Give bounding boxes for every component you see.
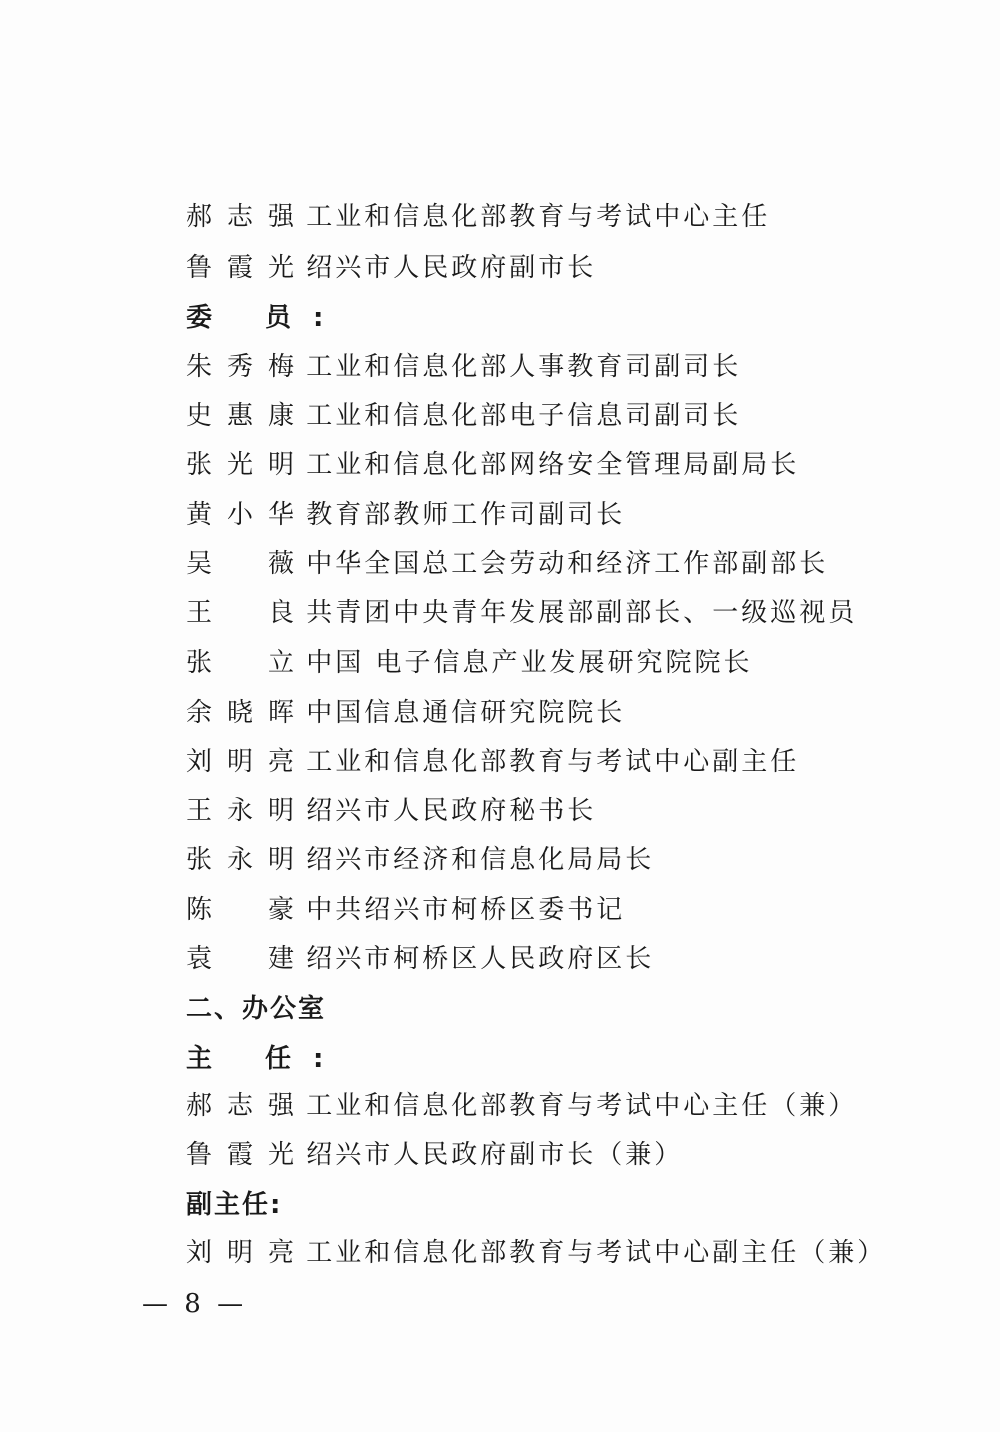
- person-title: 工业和信息化部教育与考试中心主任: [306, 202, 771, 232]
- page-number: — 8 —: [142, 1289, 248, 1319]
- person-name: 王永明: [186, 796, 296, 826]
- person-name: 张 立: [186, 648, 296, 678]
- section-heading: 二、办公室: [186, 994, 327, 1024]
- person-title: 工业和信息化部人事教育司副司长: [306, 352, 742, 382]
- list-item: [186, 197, 770, 237]
- person-name: 郝志强: [186, 1091, 296, 1121]
- person-title: 绍兴市柯桥区人民政府区长: [306, 944, 655, 974]
- person-title: 工业和信息化部网络安全管理局副局长: [306, 450, 800, 480]
- person-title: 绍兴市人民政府秘书长: [306, 796, 597, 826]
- list-item: [186, 643, 753, 683]
- person-title: 绍兴市人民政府副市长（兼）: [306, 1140, 684, 1170]
- list-item: [186, 791, 596, 831]
- person-name: 郝志强: [186, 202, 296, 232]
- person-title: 工业和信息化部教育与考试中心副主任（兼）: [306, 1238, 887, 1268]
- person-title: 中共绍兴市柯桥区委书记: [306, 895, 626, 925]
- list-item: [186, 693, 625, 733]
- person-name: 张永明: [186, 845, 296, 875]
- list-item: [186, 840, 654, 880]
- list-item: [186, 495, 625, 535]
- person-name: 陈 豪: [186, 895, 296, 925]
- list-item: [186, 445, 799, 485]
- list-item: [186, 593, 857, 633]
- list-item: [186, 1233, 886, 1273]
- list-item: [186, 1086, 857, 1126]
- list-item: [186, 248, 596, 288]
- person-name: 鲁霞光: [186, 1140, 296, 1170]
- deputy-heading: 副主任:: [186, 1190, 283, 1220]
- person-name: 鲁霞光: [186, 253, 296, 283]
- person-title: 中华全国总工会劳动和经济工作部副部长: [306, 549, 829, 579]
- person-title: 工业和信息化部电子信息司副司长: [306, 401, 742, 431]
- person-name: 张光明: [186, 450, 296, 480]
- person-name: 袁 建: [186, 944, 296, 974]
- list-item: [186, 1135, 683, 1175]
- list-item: [186, 396, 741, 436]
- list-item: [186, 347, 741, 387]
- list-item: [186, 544, 828, 584]
- person-name: 吴 薇: [186, 549, 296, 579]
- list-item: [186, 890, 625, 930]
- person-title: 绍兴市经济和信息化局局长: [306, 845, 655, 875]
- list-item: [186, 742, 799, 782]
- list-item: [186, 939, 654, 979]
- person-title: 工业和信息化部教育与考试中心副主任: [306, 747, 800, 777]
- person-title: 绍兴市人民政府副市长: [306, 253, 597, 283]
- members-heading: 委 员:: [186, 303, 346, 333]
- person-name: 史惠康: [186, 401, 296, 431]
- person-title: 中国信息通信研究院院长: [306, 698, 626, 728]
- person-name: 王 良: [186, 598, 296, 628]
- person-title: 中国 电子信息产业发展研究院院长: [306, 648, 753, 678]
- person-name: 朱秀梅: [186, 352, 296, 382]
- person-title: 教育部教师工作司副司长: [306, 500, 626, 530]
- person-title: 共青团中央青年发展部副部长、一级巡视员: [306, 598, 858, 628]
- person-name: 刘明亮: [186, 747, 296, 777]
- person-title: 工业和信息化部教育与考试中心主任（兼）: [306, 1091, 858, 1121]
- person-name: 刘明亮: [186, 1238, 296, 1268]
- person-name: 余晓晖: [186, 698, 296, 728]
- director-heading: 主 任:: [186, 1044, 346, 1074]
- person-name: 黄小华: [186, 500, 296, 530]
